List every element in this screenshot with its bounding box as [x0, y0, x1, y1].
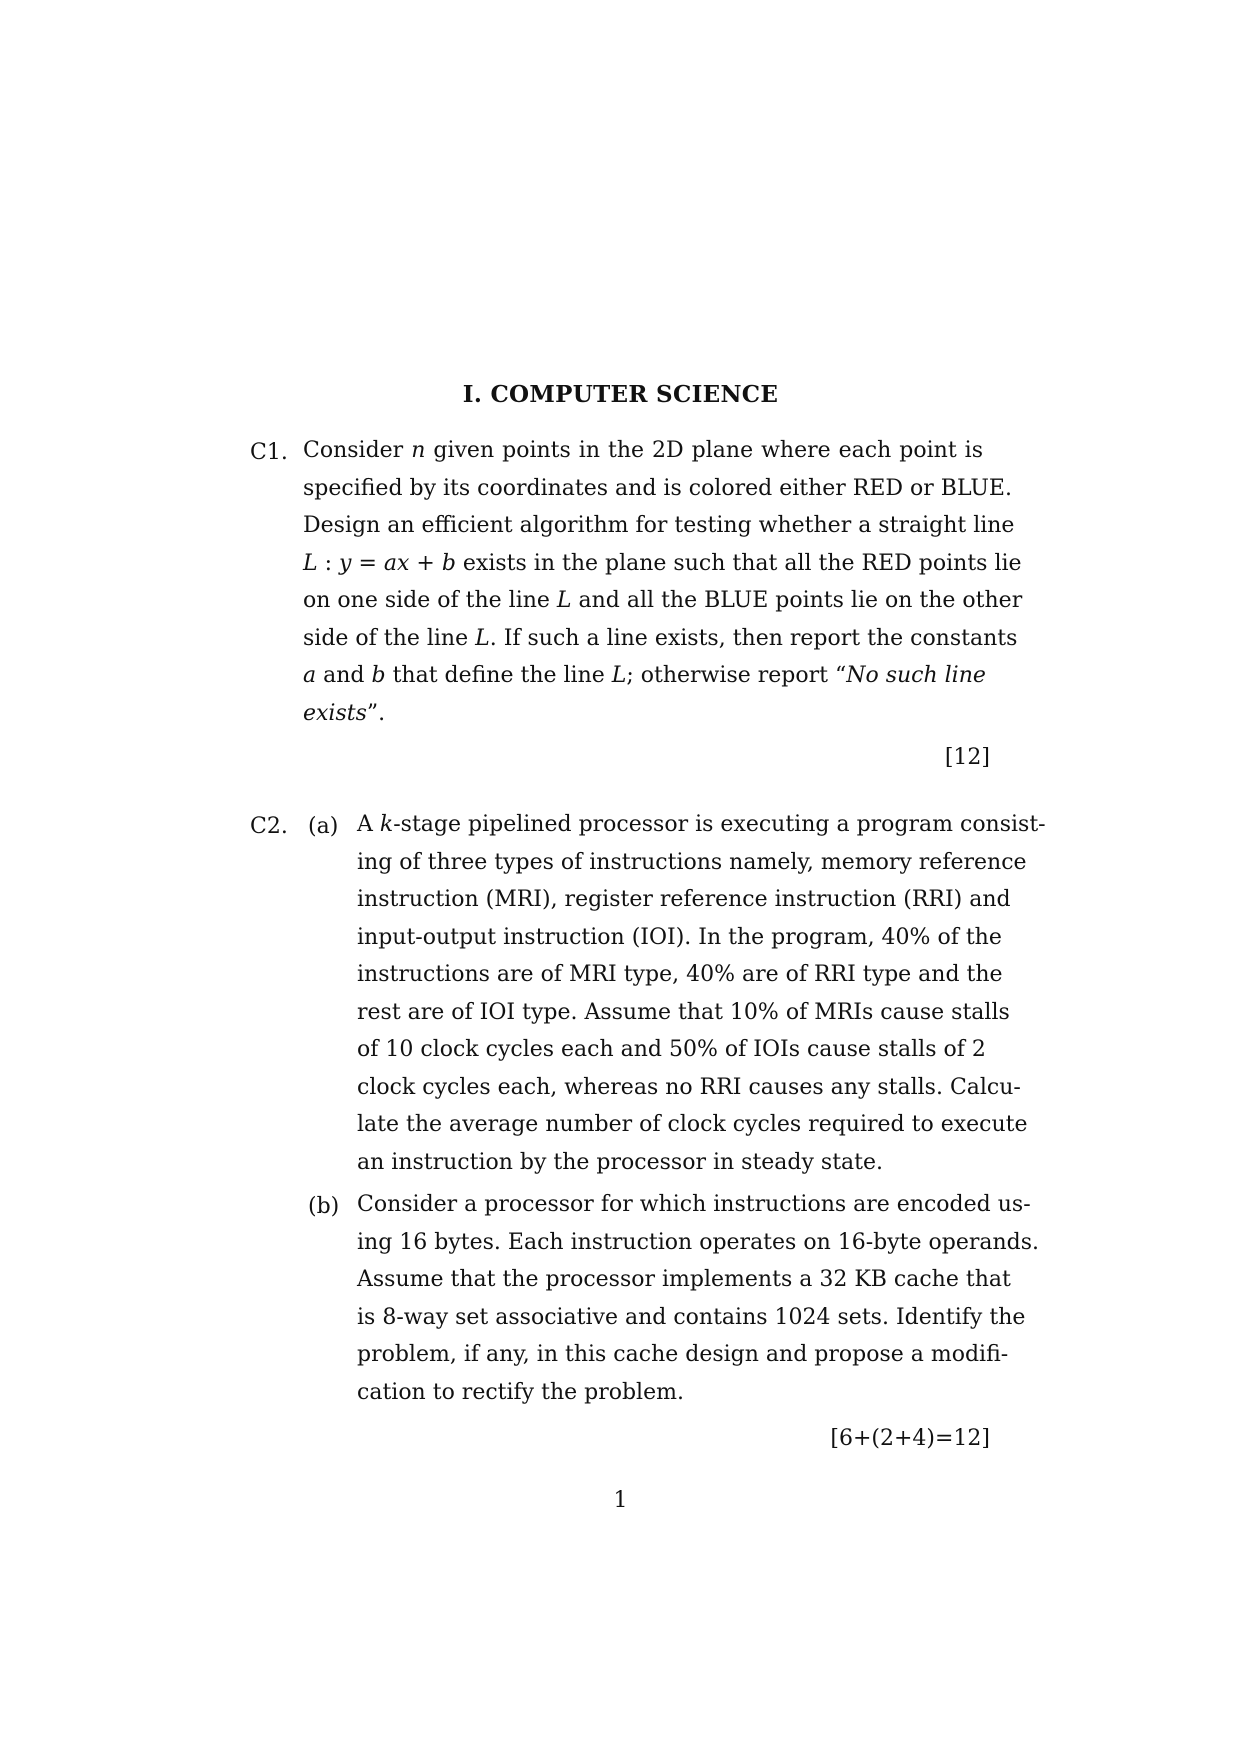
- question-c1-text: [303, 432, 1023, 732]
- text-line: A k-stage pipelined processor is executing a program consist-: [357, 812, 1046, 837]
- text-line: exists”.: [303, 700, 386, 726]
- text-line: Assume that the processor implements a 32 KB cache that: [357, 1267, 1011, 1292]
- section-title: I. COMPUTER SCIENCE: [462, 381, 779, 408]
- text-line: instructions are of MRI type, 40% are of RRI type and the: [357, 962, 1003, 987]
- text-line: on one side of the line L and all the BLUE points lie on the other: [303, 588, 1023, 613]
- text-line: L : y = ax + b exists in the plane such that all the RED points lie: [303, 550, 1022, 576]
- text-line: rest are of IOI type. Assume that 10% of MRIs cause stalls: [357, 999, 1010, 1025]
- text-line: problem, if any, in this cache design and propose a modifi-: [357, 1342, 1009, 1367]
- question-label-c1: C1.: [250, 440, 288, 465]
- text-line: Consider n given points in the 2D plane where each point is: [303, 438, 983, 463]
- part-label-a: (a): [308, 814, 339, 839]
- text-line: a and b that define the line L; otherwise report “No such line: [303, 663, 986, 688]
- text-line: an instruction by the processor in steady state.: [357, 1149, 884, 1175]
- text-line: cation to rectify the problem.: [357, 1379, 684, 1405]
- text-line: is 8-way set associative and contains 1024 sets. Identify the: [357, 1304, 1026, 1330]
- text-line: Design an efficient algorithm for testing whether a straight line: [303, 513, 1015, 538]
- text-line: ing of three types of instructions namely, memory reference: [357, 849, 1027, 875]
- text-line: ing 16 bytes. Each instruction operates on 16-byte operands.: [357, 1229, 1040, 1255]
- text-line: side of the line L. If such a line exists, then report the constants: [303, 625, 1018, 651]
- question-c2-marks: [6+(2+4)=12]: [830, 1426, 990, 1451]
- question-c2b-text: [357, 1186, 1040, 1411]
- page-number: 1: [613, 1488, 628, 1513]
- part-label-b: (b): [308, 1194, 340, 1219]
- text-line: clock cycles each, whereas no RRI causes any stalls. Calcu-: [357, 1074, 1021, 1100]
- text-line: specified by its coordinates and is colored either RED or BLUE.: [303, 475, 1012, 501]
- question-c1-marks: [12]: [944, 745, 990, 770]
- question-c2a-text: [357, 806, 1046, 1181]
- question-label-c2: C2.: [250, 814, 288, 839]
- text-line: late the average number of clock cycles required to execute: [357, 1112, 1028, 1137]
- text-line: input-output instruction (IOI). In the program, 40% of the: [357, 924, 1002, 950]
- text-line: of 10 clock cycles each and 50% of IOIs cause stalls of 2: [357, 1037, 986, 1062]
- text-line: Consider a processor for which instructions are encoded us-: [357, 1192, 1031, 1217]
- text-line: instruction (MRI), register reference instruction (RRI) and: [357, 887, 1011, 912]
